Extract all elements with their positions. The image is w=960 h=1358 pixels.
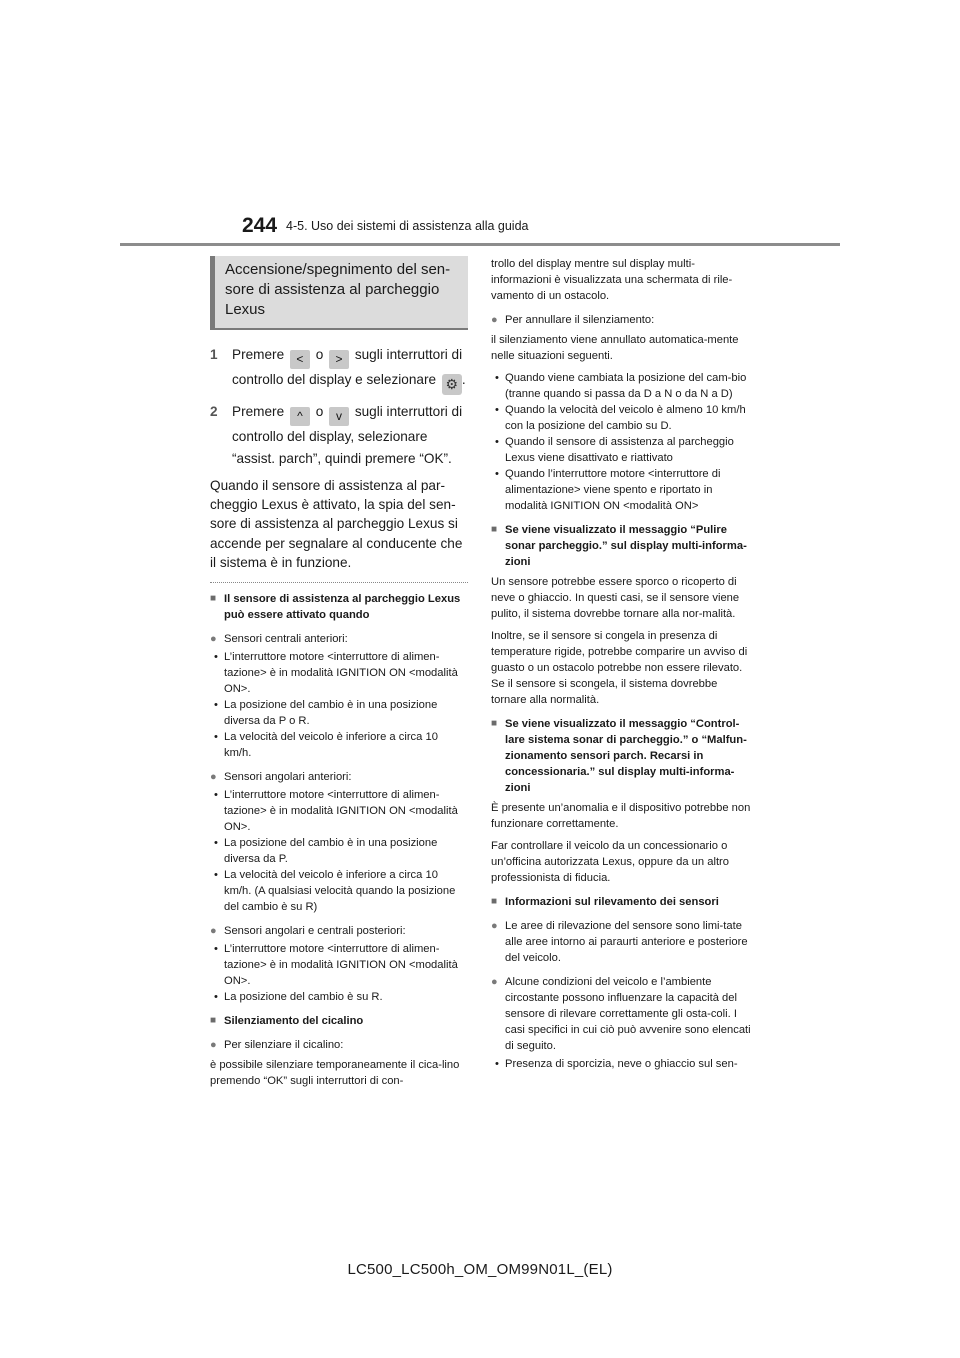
step-or: o — [315, 347, 324, 362]
step-text: sugli interruttori di controllo del display, selezionare “assist. parch”, quindi premere “OK”. — [232, 404, 463, 466]
bullet-heading: ● Per silenziare il cicalino: — [210, 1037, 468, 1053]
right-column — [491, 256, 753, 1072]
list-item: • La posizione del cambio è su R. — [210, 989, 468, 1005]
down-arrow-key-icon: v — [329, 407, 349, 426]
step-1 — [210, 344, 468, 395]
body-text: Un sensore potrebbe essere sporco o ricoperto di neve o ghiaccio. In questi casi, se il sensore viene pulito, il sistema dovrebbe tornare alla nor-malità. — [491, 576, 740, 620]
step-2 — [210, 401, 468, 470]
footer-code: LC500_LC500h_OM_OM99N01L_(EL) — [347, 1261, 613, 1278]
right-arrow-key-icon: > — [329, 350, 349, 369]
subheading: ■ Informazioni sul rilevamento dei sensori — [491, 894, 753, 910]
bullet-heading: ● Per annullare il silenziamento: — [491, 312, 753, 328]
list-item: • Quando il sensore di assistenza al parcheggio Lexus viene disattivato e riattivato — [491, 434, 753, 466]
step-number: 2 — [210, 404, 218, 419]
list-item: • Quando viene cambiata la posizione del cam-bio (tranne quando si passa da D a N o da N a D) — [491, 370, 753, 402]
page-number: 244 — [242, 214, 278, 237]
list-item: • L’interruttore motore <interruttore di alimen-tazione> è in modalità IGNITION ON <modalità ON>. — [210, 787, 468, 835]
list-item: • Quando la velocità del veicolo è almeno 10 km/h con la posizione del cambio su D. — [491, 402, 753, 434]
body-text: trollo del display mentre sul display multi-informazioni è visualizzata una schermata di rile-vamento di un ostacolo. — [491, 258, 733, 302]
section-heading-box: Accensione/spegnimento del sen-sore di assistenza al parcheggio Lexus — [210, 256, 468, 330]
subheading: ■ Il sensore di assistenza al parcheggio Lexus può essere attivato quando — [210, 591, 468, 623]
body-text: Far controllare il veicolo da un concessionario o un’officina autorizzata Lexus, oppure da un altro professionista di fiducia. — [491, 840, 729, 884]
bullet-paragraph: ● Le aree di rilevazione del sensore sono limi-tate alle aree intorno ai paraurti anteriore e posteriore del veicolo. — [491, 918, 753, 966]
intro-paragraph: Quando il sensore di assistenza al par-cheggio Lexus è attivato, la spia del sen-sore di assistenza al parcheggio Lexus si accende per segnalare al conducente che il sistema è in funzione. — [210, 478, 463, 570]
list-item: • L’interruttore motore <interruttore di alimen-tazione> è in modalità IGNITION ON <modalità ON>. — [210, 649, 468, 697]
step-end: . — [461, 372, 466, 387]
header-rule — [120, 243, 840, 246]
step-or: o — [315, 404, 324, 419]
list-item: • La velocità del veicolo è inferiore a circa 10 km/h. — [210, 729, 468, 761]
step-text: sugli interruttori di controllo del display e selezionare — [232, 347, 463, 387]
list-item: • Quando l’interruttore motore <interruttore di alimentazione> viene spento e riportato in modalità IGNITION ON <modalità ON> — [491, 466, 753, 514]
body-text: è possibile silenziare temporaneamente il cica-lino premendo “OK” sugli interruttori di con- — [210, 1059, 460, 1088]
body-text: Inoltre, se il sensore si congela in presenza di temperature rigide, potrebbe comparire un avviso di guasto o un ostacolo potrebbe non essere rilevato. Se il sensore si scongela, il sistema dovrebbe tornare alla normalità. — [491, 630, 748, 706]
bullet-heading: ● Sensori angolari anteriori: — [210, 769, 468, 785]
body-text: il silenziamento viene annullato automatica-mente nelle situazioni seguenti. — [491, 334, 739, 362]
settings-gear-icon: ⚙ — [442, 374, 462, 395]
bullet-heading: ● Sensori centrali anteriori: — [210, 631, 468, 647]
list-item: • La velocità del veicolo è inferiore a circa 10 km/h. (A qualsiasi velocità quando la posizione del cambio è su R) — [210, 867, 468, 915]
bullet-paragraph: ● Alcune condizioni del veicolo e l’ambiente circostante possono influenzare la capacità del sensore di rilevare correttamente gli osta-coli. I casi specifici in cui ciò può avvenire sono elencati di seguito. — [491, 974, 753, 1054]
left-column — [210, 256, 468, 1095]
left-arrow-key-icon: < — [290, 350, 310, 369]
list-item: • Presenza di sporcizia, neve o ghiaccio sul sen- — [491, 1056, 753, 1072]
list-item: • La posizione del cambio è in una posizione diversa da P o R. — [210, 697, 468, 729]
step-text: Premere — [232, 347, 285, 362]
step-number: 1 — [210, 347, 218, 362]
up-arrow-key-icon: ^ — [290, 407, 310, 426]
section-title: 4-5. Uso dei sistemi di assistenza alla guida — [286, 219, 529, 233]
section-divider — [210, 582, 468, 583]
body-text: È presente un’anomalia e il dispositivo potrebbe non funzionare correttamente. — [491, 802, 751, 830]
subheading: ■ Se viene visualizzato il messaggio “Control-lare sistema sonar di parcheggio.” o “Malfun-zionamento sensori parch. Recarsi in concessionaria.” sul display multi-informa-zioni — [491, 716, 753, 796]
subheading: ■ Silenziamento del cicalino — [210, 1013, 468, 1029]
subheading: ■ Se viene visualizzato il messaggio “Pulire sonar parcheggio.” sul display multi-informa-zioni — [491, 522, 753, 570]
list-item: • L’interruttore motore <interruttore di alimen-tazione> è in modalità IGNITION ON <modalità ON>. — [210, 941, 468, 989]
step-text: Premere — [232, 404, 285, 419]
bullet-heading: ● Sensori angolari e centrali posteriori: — [210, 923, 468, 939]
list-item: • La posizione del cambio è in una posizione diversa da P. — [210, 835, 468, 867]
